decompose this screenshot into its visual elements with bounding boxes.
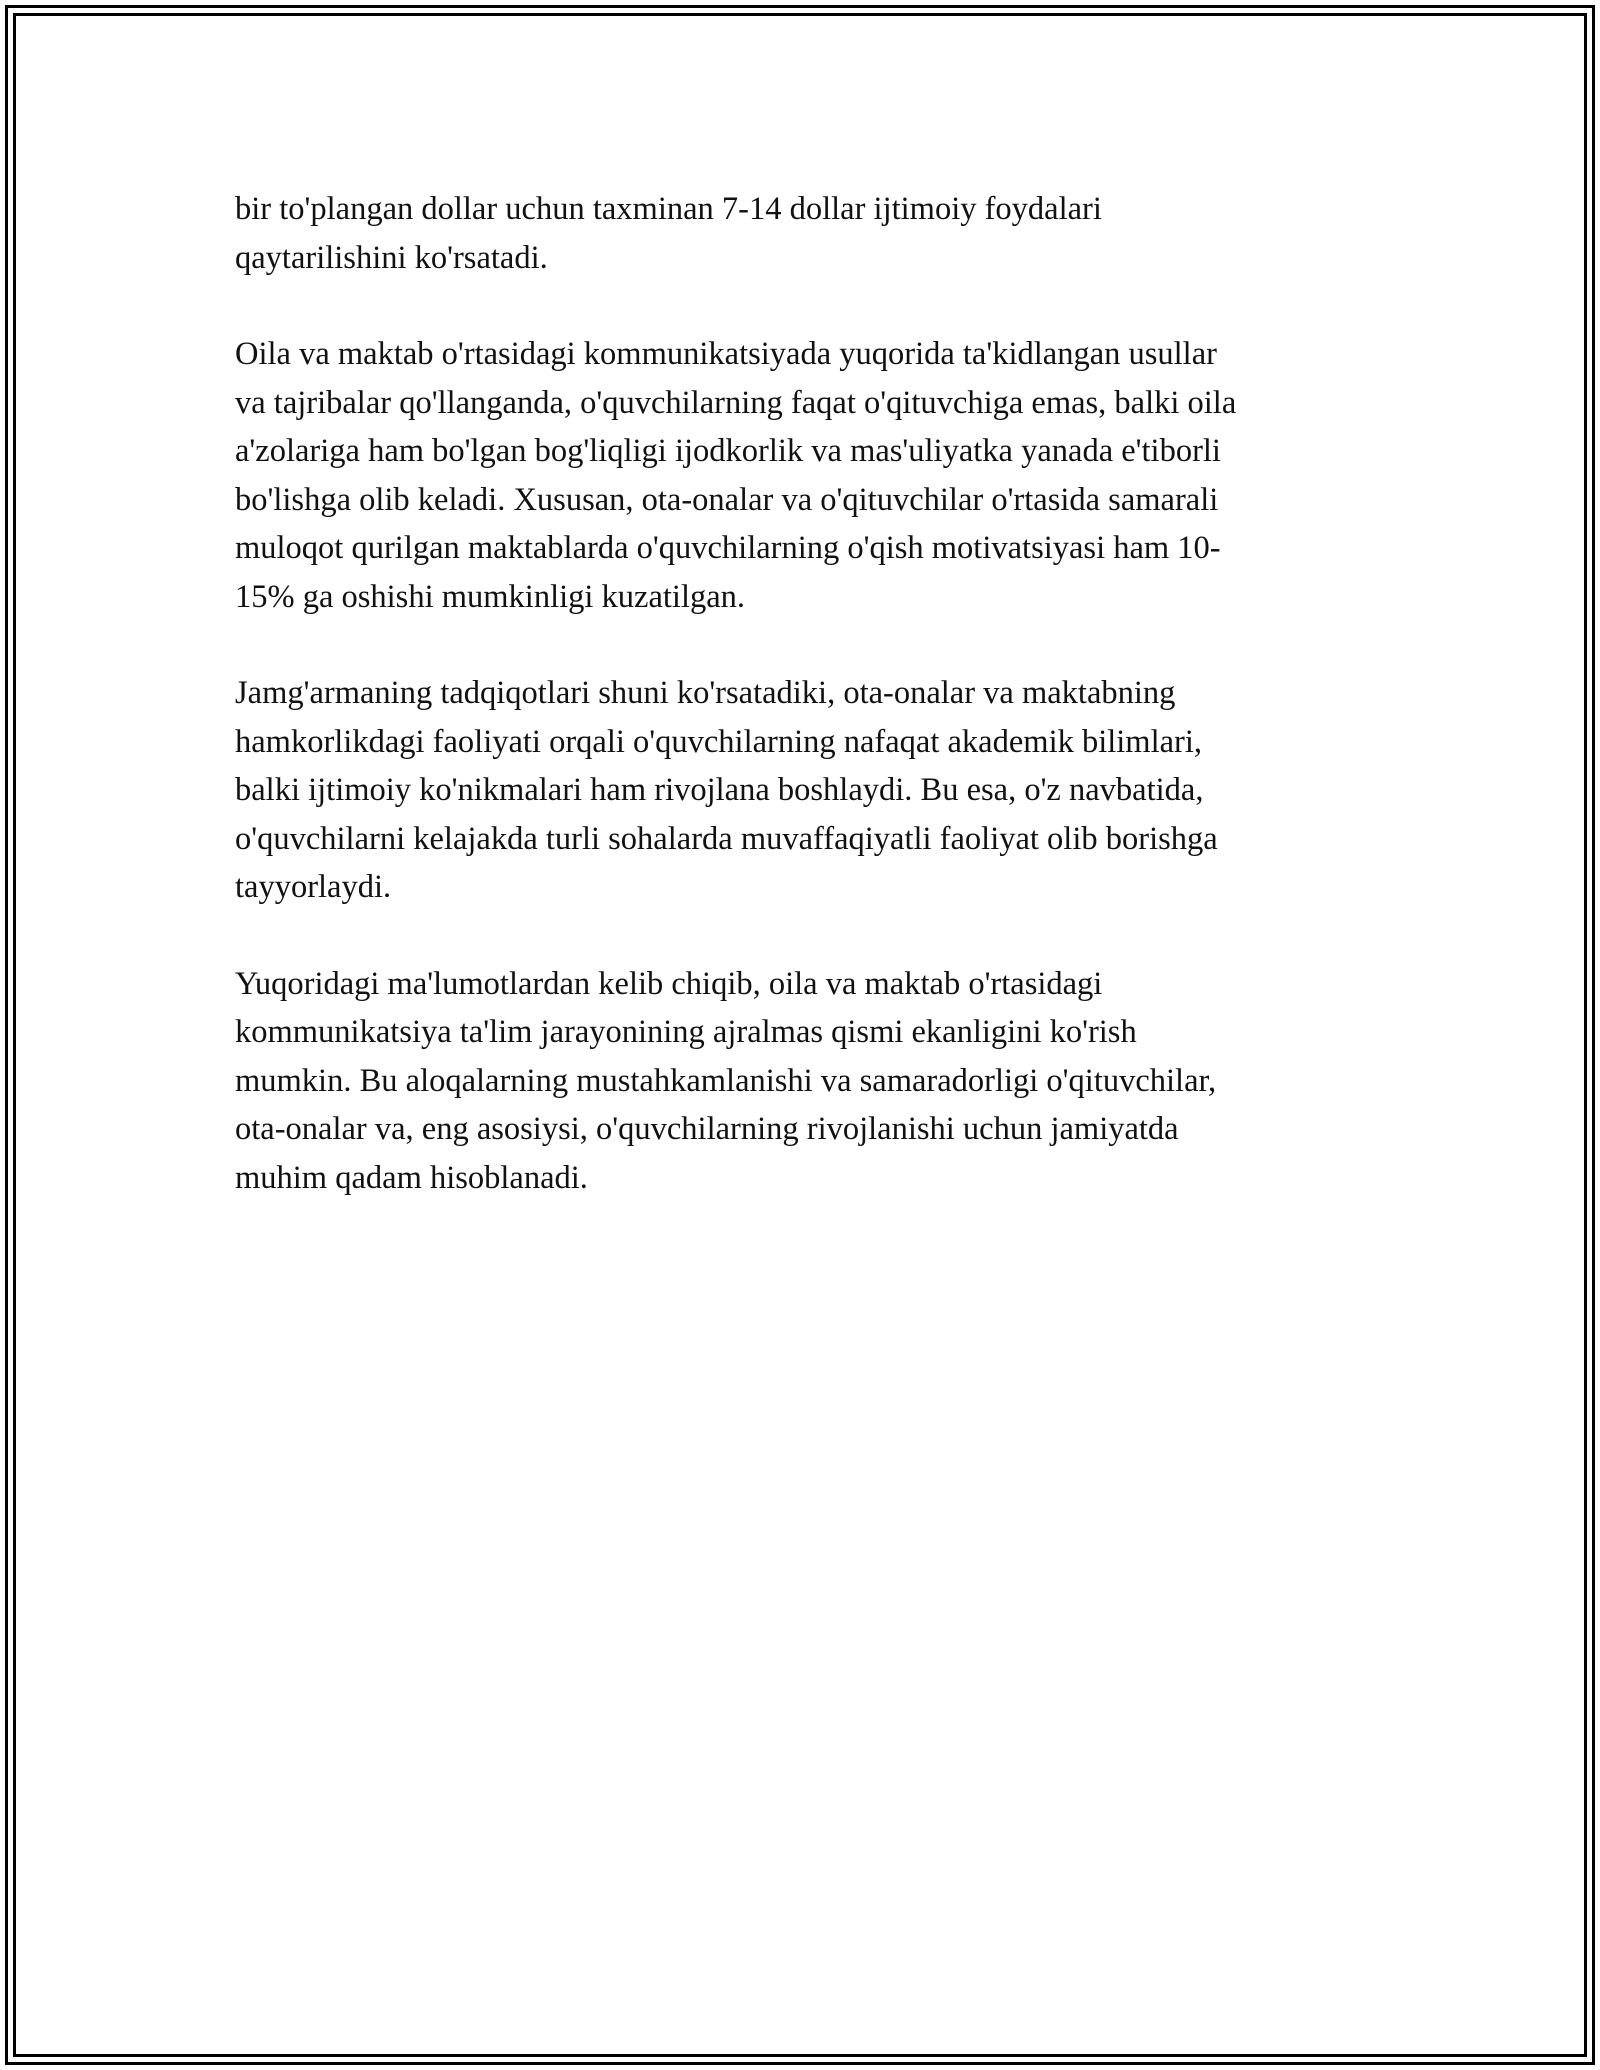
text-line: o'quvchilarni kelajakda turli sohalarda muvaffaqiyatli faoliyat olib borishga <box>235 820 1218 857</box>
paragraph-4 <box>235 960 1375 1203</box>
text-line: Yuqoridagi ma'lumotlardan kelib chiqib, oila va maktab o'rtasidagi <box>235 965 1103 1002</box>
text-line: mumkin. Bu aloqalarning mustahkamlanishi va samaradorligi o'qituvchilar, <box>235 1062 1217 1099</box>
text-line: Oila va maktab o'rtasidagi kommunikatsiyada yuqorida ta'kidlangan usullar <box>235 336 1217 372</box>
text-line: Jamg'armaning tadqiqotlari shuni ko'rsatadiki, ota-onalar va maktabning <box>235 675 1176 711</box>
text-line: 15% ga oshishi mumkinligi kuzatilgan. <box>235 578 746 615</box>
text-line: kommunikatsiya ta'lim jarayonining ajralmas qismi ekanligini ko'rish <box>235 1014 1137 1050</box>
text-line: va tajribalar qo'llanganda, o'quvchilarning faqat o'qituvchiga emas, balki oila <box>235 384 1237 421</box>
text-line: muhim qadam hisoblanadi. <box>235 1159 588 1196</box>
text-line: tayyorlaydi. <box>235 869 392 905</box>
text-line: bo'lishga olib keladi. Xususan, ota-onalar va o'qituvchilar o'rtasida samarali <box>235 481 1219 518</box>
paragraph-2 <box>235 330 1375 621</box>
paragraph-1 <box>235 185 1375 282</box>
text-line: qaytarilishini ko'rsatadi. <box>235 239 548 276</box>
text-line: ota-onalar va, eng asosiysi, o'quvchilarning rivojlanishi uchun jamiyatda <box>235 1111 1179 1147</box>
text-line: muloqot qurilgan maktablarda o'quvchilarning o'qish motivatsiyasi ham 10- <box>235 530 1221 566</box>
text-line: a'zolariga ham bo'lgan bog'liqligi ijodkorlik va mas'uliyatka yanada e'tiborli <box>235 433 1221 469</box>
document-body <box>235 185 1375 1250</box>
paragraph-3 <box>235 669 1375 912</box>
text-line: bir to'plangan dollar uchun taxminan 7-14 dollar ijtimoiy foydalari <box>235 191 1102 227</box>
text-line: hamkorlikdagi faoliyati orqali o'quvchilarning nafaqat akademik bilimlari, <box>235 723 1203 760</box>
text-line: balki ijtimoiy ko'nikmalari ham rivojlana boshlaydi. Bu esa, o'z navbatida, <box>235 772 1204 808</box>
